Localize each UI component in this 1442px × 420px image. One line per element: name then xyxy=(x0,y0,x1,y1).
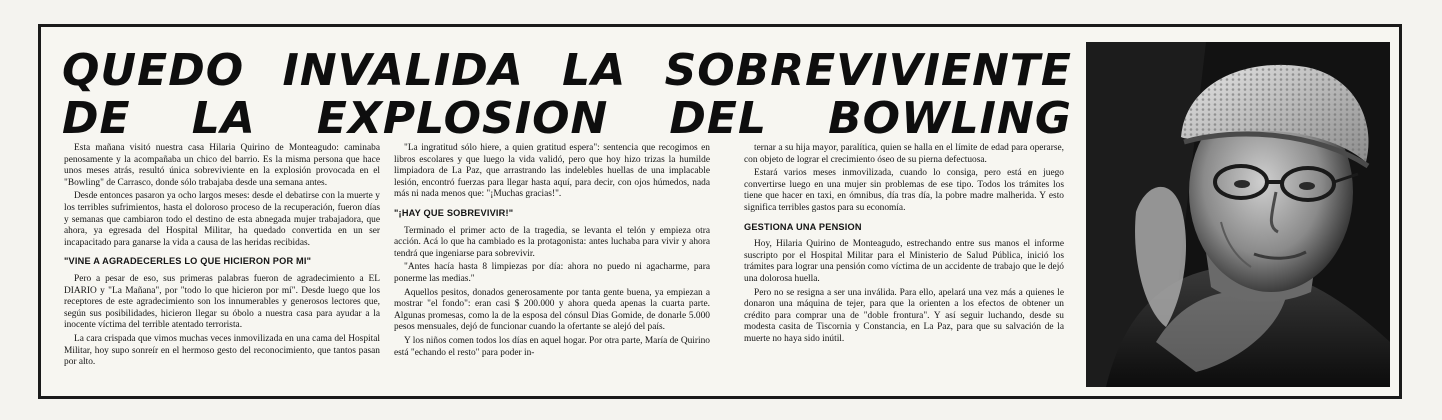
paragraph: Esta mañana visitó nuestra casa Hilaria Quirino de Monteagudo: caminaba penosamente y la acompañaba un chico del barrio. Es la misma persona que hace unos meses atrás, resultó única sobreviviente en la explosión provocada en el "Bowling" de Carrasco, donde sólo trabajaba desde una semana antes. xyxy=(64,143,380,188)
article-column-3 xyxy=(744,143,1064,393)
paragraph: La cara crispada que vimos muchas veces inmovilizada en una cama del Hospital Militar, hoy supo sonreír en el hermoso gesto del reconocimiento, que tantos pasan por alto. xyxy=(64,333,380,368)
paragraph: Terminado el primer acto de la tragedia, se levanta el telón y empieza otra acción. Acá lo que ha cambiado es la protagonista: antes luchaba para vivir y ahora tendrá que ingeniarse para sobrevivir. xyxy=(394,225,710,259)
paragraph: Desde entonces pasaron ya ocho largos meses: desde el debatirse con la muerte y los terribles sufrimientos, hasta el doloroso proceso de la recuperación, fueron días y semanas que cambiaron todo el destino de esta abnegada mujer trabajadora, que ahora, ya egresada del Hospital Militar, ha quedado convertida en un ser incapacitado para ganarse la vida a causa de las heridas recibidas. xyxy=(64,191,380,248)
subheading: "¡HAY QUE SOBREVIVIR!" xyxy=(394,207,514,218)
paragraph: ternar a su hija mayor, paralítica, quien se halla en el límite de edad para operarse, con objeto de lograr el crecimiento óseo de su pierna defectuosa. xyxy=(744,143,1064,165)
headline-word: QUEDO xyxy=(62,45,245,96)
headline-word: SOBREVIVIENTE xyxy=(664,45,1072,96)
paragraph: Pero no se resigna a ser una inválida. Para ello, apelará una vez más a quienes le donaron una máquina de tejer, para que la orienten a los efectos de obtener un crédito para comprar una de "doble frontura". Y así seguir luchando, desde su modesta casita de Tiscornia y Constancia, en La Paz, para que su salvación de la muerte no haya sido inútil. xyxy=(744,287,1064,344)
paragraph: "La ingratitud sólo hiere, a quien gratitud espera": sentencia que recogimos en libros escolares y que luego la vida validó, pero que hoy hizo trizas la humilde limpiadora de La Paz, que arrastrando las indelebles huellas de una implacable lesión, encontró fuerzas para llegar hasta aquí, para decir, con ojos húmedos, nada más ni nada menos que: "¡Muchas gracias!". xyxy=(394,143,710,200)
paragraph: Y los niños comen todos los días en aquel hogar. Por otra parte, María de Quirino está "echando el resto" para poder in- xyxy=(394,335,710,358)
paragraph: Estará varios meses inmovilizada, cuando lo consiga, pero está en juego convertirse luego en una mujer sin problemas de ese tipo. Todos los trámites los tiene que hacer en taxi, en ómnibus, día tras día, la pobre madre malherida. Y esto significa terribles gastos para su economía. xyxy=(744,168,1064,213)
headline-word: DE xyxy=(62,93,131,144)
subheading: GESTIONA UNA PENSION xyxy=(744,221,862,232)
headline-word: BOWLING xyxy=(828,93,1072,144)
article-column-2 xyxy=(394,143,710,393)
portrait-photo xyxy=(1086,42,1390,387)
subheading: "VINE A AGRADECERLES LO QUE HICIERON POR MI" xyxy=(64,256,312,267)
headline-word: EXPLOSION xyxy=(316,93,609,144)
paragraph: "Antes hacía hasta 8 limpiezas por día: ahora no puedo ni agacharme, para ponerme las medias." xyxy=(394,262,710,284)
article-column-1 xyxy=(64,143,380,393)
paragraph: Pero a pesar de eso, sus primeras palabras fueron de agradecimiento a EL DIARIO y "La Mañana", por "todo lo que hicieron por mí". Desde luego que los receptores de este agradecimiento son los innumerables y generosos lectores que, según sus posibilidades, hicieron llegar su óbolo a nuestra casa para ayudar a la inocente víctima del terrible atentado terrorista. xyxy=(64,273,380,331)
headline-line-2 xyxy=(62,93,1072,144)
paragraph: Hoy, Hilaria Quirino de Monteagudo, estrechando entre sus manos el informe suscripto por el Hospital Militar para el Ministerio de Salud Pública, inició los trámites para lograr una pensión como víctima de un accidente de trabajo que le dejó una dolorosa huella. xyxy=(744,239,1064,284)
portrait-woman-icon xyxy=(1086,42,1390,387)
headline-word: LA xyxy=(562,45,627,96)
headline-word: INVALIDA xyxy=(282,45,524,96)
headline-word: DEL xyxy=(669,93,768,144)
headline-word: LA xyxy=(191,93,256,144)
headline-line-1 xyxy=(62,45,1072,96)
paragraph: Aquellos pesitos, donados generosamente por tanta gente buena, ya empiezan a mostrar "el fondo": eran casi $ 200.000 y ahora queda apenas la cuarta parte. Algunas promesas, como la de la esposa del cónsul Dias Gomide, de donarle 5.000 pesos mensuales, dejó de funcionar cuando la ofertante se alejó del país. xyxy=(394,287,710,333)
